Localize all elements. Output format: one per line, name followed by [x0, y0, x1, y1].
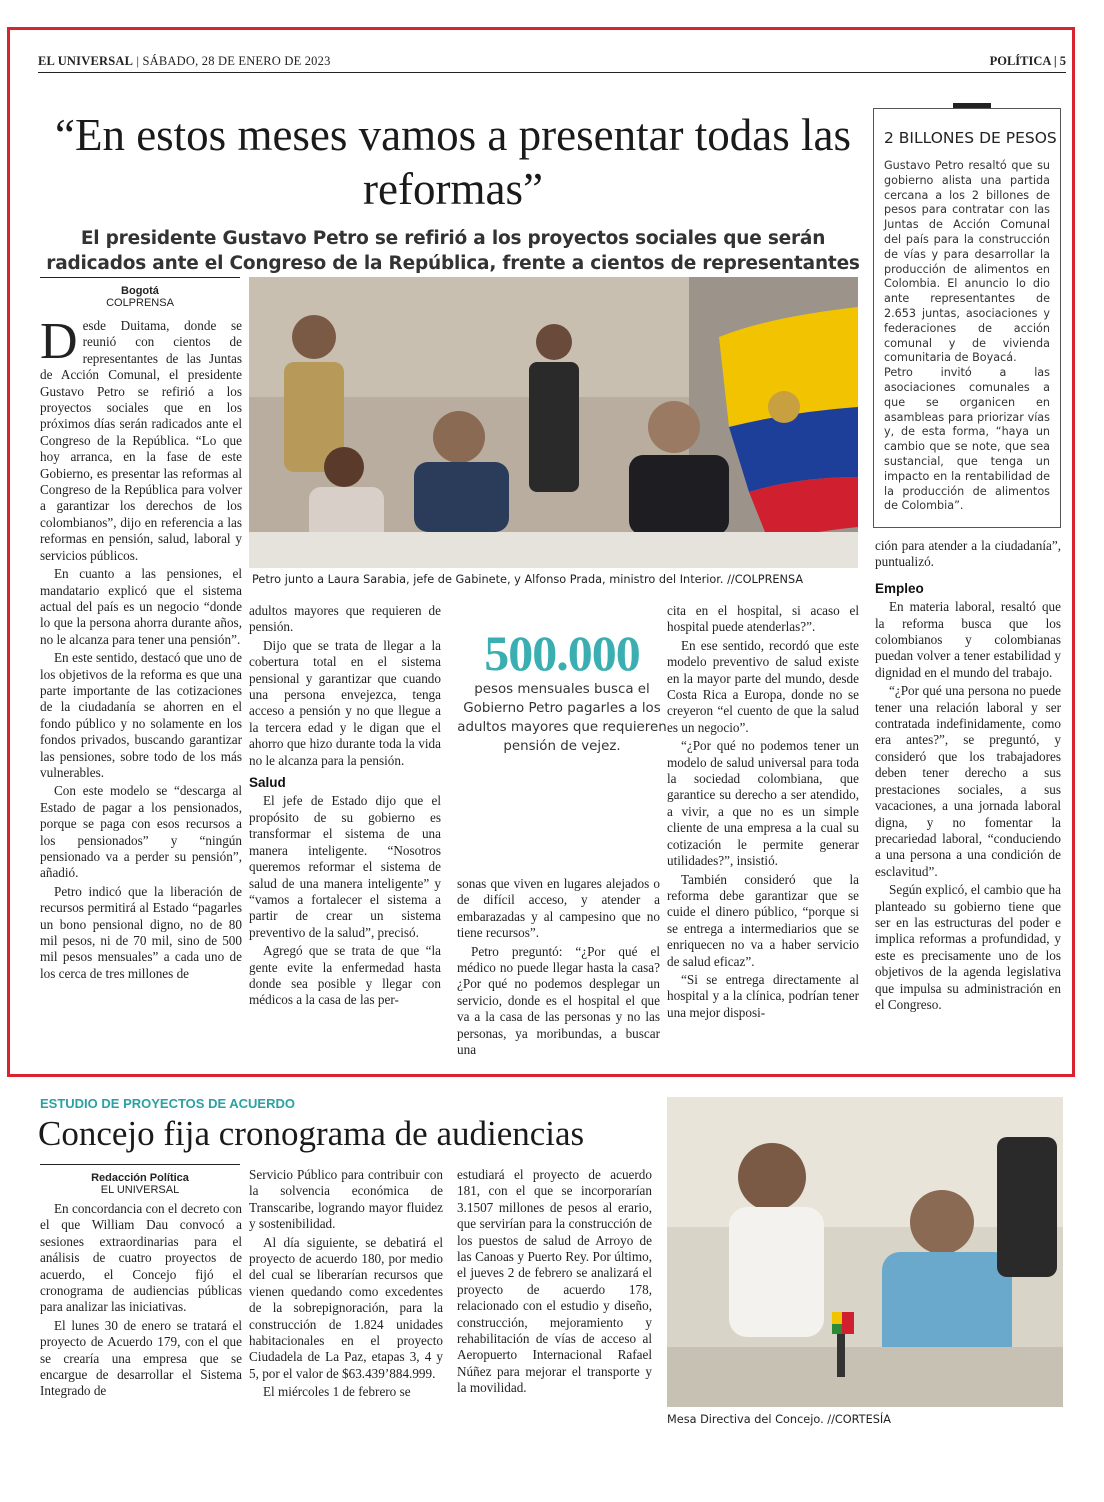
- page-number: 5: [1059, 54, 1066, 68]
- highlight-text: pesos mensuales busca el Gobierno Petro pagarles a los adultos mayores que requieren pensión de vejez.: [457, 682, 667, 754]
- header-separator: |: [133, 54, 143, 68]
- section-name: POLÍTICA: [989, 54, 1051, 68]
- header-separator: |: [1050, 54, 1060, 68]
- paragraph: Al día siguiente, se debatirá el proyecto de acuerdo 180, por medio del cual se liberarían recursos que vienen quedando como excedentes de la sobrepignoración, para la construcción de 1.824 unidades habitacionales en el proyecto Ciudadela de La Paz, etapas 3, 4 y 5, por el valor de $63.439’884.999.: [249, 1234, 443, 1381]
- paragraph: Dijo que se trata de llegar a la cobertura total en el sistema pensional y garantizar que cuando una persona envejezca, tenga acceso a pensión y no que llegue a la tercera edad y le digan que el ahorro que hizo durante toda la vida no le alcanza para la pensión.: [249, 637, 441, 768]
- concejo-photo: [667, 1097, 1063, 1407]
- paragraph: “Si se entrega directamente al hospital y a la clínica, podrían tener una mejor disposi-: [667, 971, 859, 1020]
- paragraph: El lunes 30 de enero se tratará el proyecto de Acuerdo 179, con el que se crearía una empresa que se encargue de desarrollar el Sistema Integrado de: [40, 1317, 242, 1399]
- paragraph: adultos mayores que requieren de pensión.: [249, 603, 441, 635]
- byline-rule: [40, 1164, 240, 1165]
- paragraph: En ese sentido, recordó que este modelo preventivo de salud existe en la mayor parte del mundo, desde Costa Rica a Europa, donde no se creyeron “el cuento de que la salud es un negocio”.: [667, 637, 859, 735]
- article-column-3: [457, 876, 660, 1060]
- concejo-photo-image: [667, 1097, 1063, 1407]
- paragraph: Petro indicó que la liberación de recursos permitirá al Estado “pagarles un bono pensional digno, no de 80 mil pesos, ni de 70 mil, sino de 500 mil pesos mensuales” a cada uno de los cerca de tres millones de: [40, 883, 242, 981]
- article-column-4: [667, 603, 859, 1023]
- sidebar-text: [874, 147, 1060, 514]
- byline-rule: [40, 277, 240, 278]
- main-photo-image: [249, 277, 858, 568]
- byline-paper: EL UNIVERSAL: [100, 1184, 180, 1196]
- article-deck: El presidente Gustavo Petro se refirió a los proyectos sociales que serán radicados ante el Congreso de la República, frente a cientos de representantes: [46, 228, 860, 274]
- paragraph: “¿Por qué no podemos tener un modelo de salud universal para toda la sociedad colombiana, que garantice su derecho a ser atendido, a vivir, a que no es un simple cliente de una empresa a la cual su cotización le permite generar utilidades?”, insistió.: [667, 738, 859, 869]
- paragraph: En concordancia con el decreto con el que William Dau convocó a sesiones extraordinarias para el análisis de cuatro proyectos de acuerdo, el Concejo fijó el cronograma de audiencias públicas para analizar las iniciativas.: [40, 1201, 242, 1315]
- paragraph: El miércoles 1 de febrero se: [263, 1384, 411, 1400]
- article2-column-3: [457, 1167, 652, 1399]
- paragraph: En materia laboral, resaltó que la reforma busca que los colombianos y colombianas puedan volver a tener estabilidad y dignidad en el mundo del trabajo.: [875, 599, 1061, 680]
- paragraph: Servicio Público para contribuir con la solvencia económica de Transcaribe, logrando mayor fluidez y sostenibilidad.: [249, 1167, 443, 1232]
- article2-byline: [40, 1172, 240, 1196]
- page-header-right: [990, 54, 1066, 69]
- drop-cap: D: [40, 313, 78, 370]
- paragraph: sonas que viven en lugares alejados o de difícil acceso, y atender a embarazadas y al campesino que no tiene recursos”.: [457, 876, 660, 941]
- header-rule: [38, 72, 1066, 73]
- paragraph: esde Duitama, donde se reunió con cientos de representantes de las Juntas de Acción Comunal, el presidente Gustavo Petro se refirió a los proyectos sociales que en los próximos días serán radicados ante el Congreso de la República. “Lo que hoy arranca, en la fase de este Gobierno, es presentar las reformas al Congreso de la República para volver a garantizar los derechos de los colombianos”, dijo en referencia a las reformas en pensión, salud, laboral y servicios públicos.: [40, 318, 242, 563]
- sidebar-title: 2 BILLONES DE PESOS: [884, 129, 1057, 147]
- article2-column-1: [40, 1201, 242, 1402]
- paragraph: En cuanto a las pensiones, el mandatario explicó que el sistema actual del país es un negocio “donde lo que la persona ahorra durante años, no le alcanza para tener una pensión”.: [40, 566, 242, 647]
- highlight-number: 500.000: [484, 625, 640, 681]
- paragraph: También consideró que la reforma debe garantizar que se cuide el dinero público, “porque si se entrega a intermediarios que se enriquecen no va a haber servicio de salud eficaz”.: [667, 871, 859, 969]
- header-date: SÁBADO, 28 DE ENERO DE 2023: [142, 54, 331, 68]
- paragraph: Agregó que se trata de que “la gente evite la enfermedad hasta donde sea posible y llegar con médicos a la casa de las per-: [249, 943, 441, 1008]
- byline: [40, 285, 240, 309]
- paragraph: cita en el hospital, si acaso el hospital puede atenderlas?”.: [667, 603, 859, 635]
- article-column-2: [249, 603, 441, 1011]
- paragraph: En este sentido, destacó que uno de los objetivos de la reforma es que una parte importante de las cotizaciones de la ciudadanía se ahorren en el fondo público y no solamente en los fondos privados, buscando garantizar las pensiones, sobre todo de los más vulnerables.: [40, 650, 242, 780]
- paragraph: “¿Por qué una persona no puede tener una relación laboral y ser contratada indefinidamente, como era antes?”, se preguntó, y consideró que los trabajadores deben tener derecho a sus prestaciones sociales, a sus vacaciones, a una jornada laboral digna, y no fomentar la precariedad laboral, “conduciendo a una persona a una condición de esclavitud”.: [875, 683, 1061, 879]
- photo-caption: Petro junto a Laura Sarabia, jefe de Gabinete, y Alfonso Prada, ministro del Interior. //COLPRENSA: [252, 573, 804, 586]
- article-column-1: [40, 313, 242, 984]
- article-headline: “En estos meses vamos a presentar todas las reformas”: [54, 110, 852, 214]
- article2-headline: Concejo fija cronograma de audiencias: [38, 1114, 585, 1153]
- subhead-empleo: Empleo: [875, 580, 924, 596]
- paragraph: El jefe de Estado dijo que el propósito de su gobierno es transformar el sistema de una manera inteligente. “Nosotros queremos reformar el sistema de salud de una manera inteligente” y “vamos a fortalecer el sistema a partir de crear un sistema preventivo de la salud”, precisó.: [249, 793, 441, 940]
- byline-agency: COLPRENSA: [106, 297, 174, 309]
- concejo-photo-caption: Mesa Directiva del Concejo. //CORTESÍA: [667, 1413, 891, 1426]
- article2-column-2: [249, 1167, 443, 1403]
- paper-name: EL UNIVERSAL: [38, 54, 134, 68]
- main-photo: [249, 277, 858, 568]
- article-column-5: [875, 538, 1061, 1015]
- sidebar-paragraph: Petro invitó a las asociaciones comunales a que se organicen en asambleas para priorizar vías y, de esta forma, “haya un cambio que se note, que sea sustancial, que tenga un impacto en la rentabilidad de la producción de alimentos de Colombia”.: [884, 366, 1050, 513]
- paragraph: ción para atender a la ciudadanía”, puntualizó.: [875, 538, 1061, 570]
- sidebar-box: [873, 108, 1061, 528]
- paragraph: Según explicó, el cambio que ha planteado su gobierno tiene que ser en las estructuras del poder e implica reformas a profundidad, y este es precisamente uno de los objetivos de la agenda legislativa que impulsa su administración en el Congreso.: [875, 882, 1061, 1012]
- article2-kicker: ESTUDIO DE PROYECTOS DE ACUERDO: [40, 1096, 295, 1111]
- paragraph: estudiará el proyecto de acuerdo 181, con el que se incorporarían 3.1507 millones de pesos al erario, que servirían para la construcción de los puestos de salud de Arroyo de las Canoas y Puerto Rey. Por último, el jueves 2 de febrero se analizará el proyecto de acuerdo 178, relacionado con el estudio y diseño, construcción, mejoramiento y rehabilitación de vías de acceso al Aeropuerto Internacional Rafael Núñez para mejorar el transporte y la movilidad.: [457, 1167, 652, 1396]
- paragraph: Petro preguntó: “¿Por qué el médico no puede llegar hasta la casa? ¿Por qué no podemos desplegar un servicio, donde es el hospital el que va a la casa de las personas y no las personas, ya moribundas, a buscar una: [457, 943, 660, 1058]
- paragraph: Con este modelo se “descarga al Estado de pagar a los pensionados, porque se paga con esos recursos a los pensionados” y “ningún pensionado va a perder su pensión”, añadió.: [40, 783, 242, 881]
- sidebar-paragraph: Gustavo Petro resaltó que su gobierno alista una partida cercana a los 2 billones de pesos para contratar con las Juntas de Acción Comunal del país para la construcción de vías y para desarrollar la producción de alimentos en Colombia. El anuncio lo dio ante representantes de 2.653 juntas, asociaciones y federaciones de acción comunal y de vivienda comunitaria de Boyacá.: [884, 159, 1050, 365]
- byline-place: Bogotá: [121, 285, 159, 297]
- subhead-salud: Salud: [249, 775, 286, 791]
- page-header-left: [38, 54, 331, 69]
- byline-name: Redacción Política: [91, 1172, 189, 1184]
